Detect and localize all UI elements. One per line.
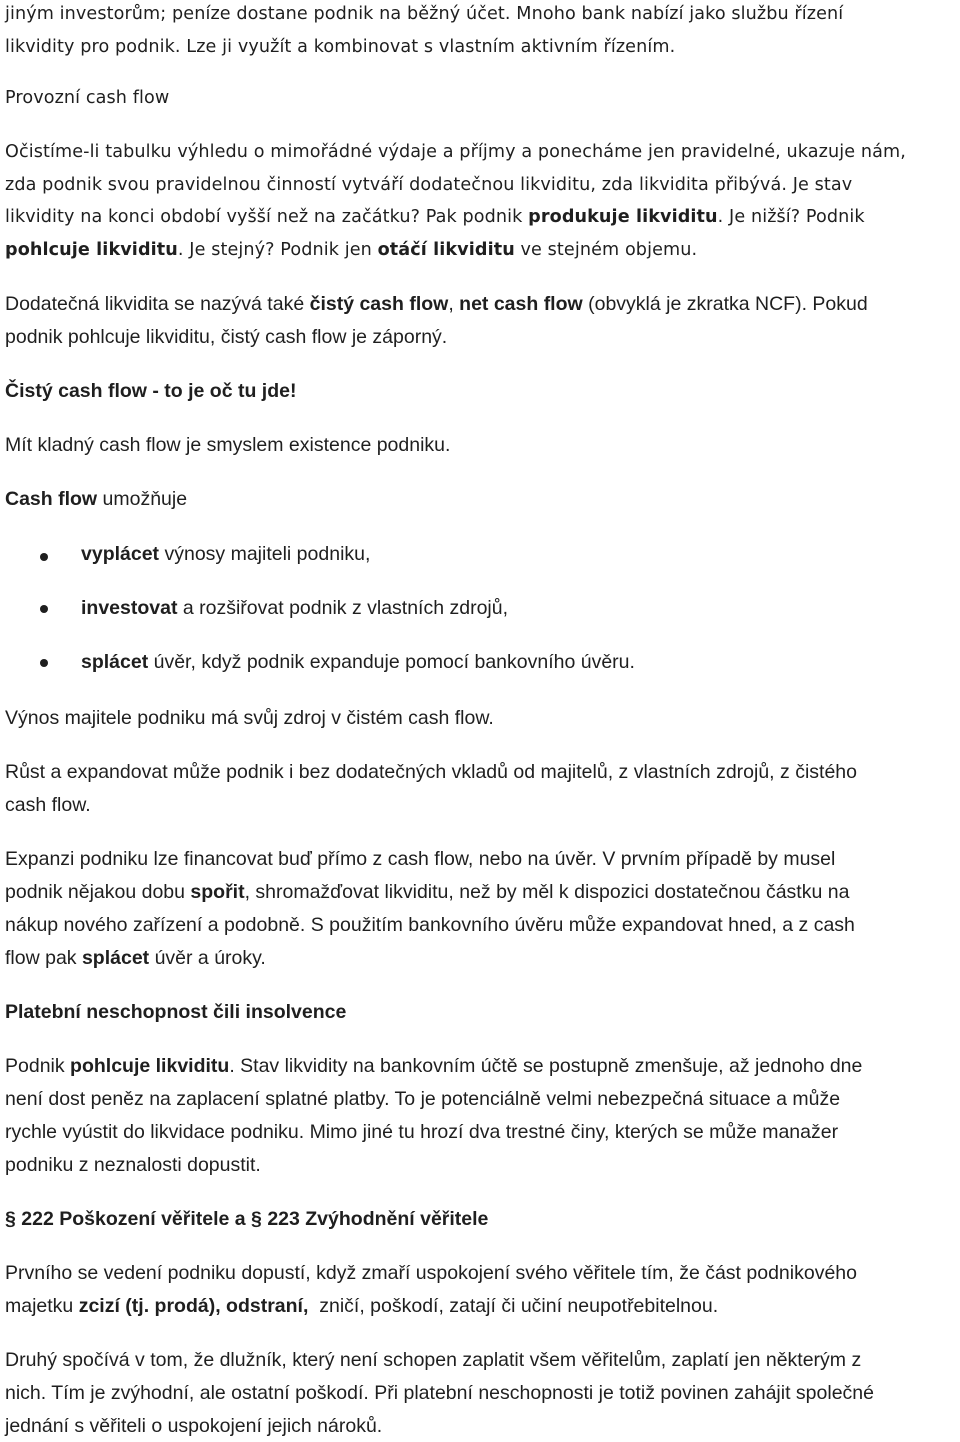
ncf-line-1: Dodatečná likvidita se nazývá také čistý cash flow, net cash flow (obvyklá je zkratka NCF). Pokud [5, 293, 868, 315]
provozni-line-3: likvidity na konci období vyšší než na začátku? Pak podnik produkuje likviditu. Je nižší? Podnik [5, 207, 865, 227]
provozni-line-2: zda podnik svou pravidelnou činností vytváří dodatečnou likviditu, zda likvidita přibývá. Je stav [5, 175, 853, 195]
paragrafy-heading: § 222 Poškození věřitele a § 223 Zvýhodnění věřitele [5, 1208, 489, 1230]
bullet-dot-3 [40, 659, 48, 667]
expanze-line-1: Expanzi podniku lze financovat buď přímo z cash flow, nebo na úvěr. V prvním případě by musel [5, 848, 836, 870]
bullet-item-2: investovat a rozšiřovat podnik z vlastních zdrojů, [81, 597, 509, 619]
intro-line-1: jiným investorům; peníze dostane podnik na běžný účet. Mnoho bank nabízí jako službu řízení [5, 4, 844, 24]
prvni-line-2: majetku zcizí (tj. prodá), odstraní, zničí, poškodí, zatají či učiní neupotřebitelnou. [5, 1295, 719, 1317]
insolvence-line-3: rychle vyústit do likvidace podniku. Mimo jiné tu hrozí dva trestné činy, kterých se může manažer [5, 1121, 839, 1143]
insolvence-heading: Platební neschopnost čili insolvence [5, 1001, 347, 1023]
bullet-dot-2 [40, 605, 48, 613]
provozni-line-4: pohlcuje likviditu. Je stejný? Podnik jen otáčí likviditu ve stejném objemu. [5, 240, 698, 260]
intro-line-2: likvidity pro podnik. Lze ji využít a kombinovat s vlastním aktivním řízením. [5, 37, 676, 57]
umoznuje-line: Cash flow umožňuje [5, 488, 188, 510]
bullet-dot-1 [40, 553, 48, 561]
bullet-item-1: vyplácet výnosy majiteli podniku, [81, 543, 371, 565]
smysl-line: Mít kladný cash flow je smyslem existence podniku. [5, 434, 451, 456]
bullet-item-3: splácet úvěr, když podnik expanduje pomocí bankovního úvěru. [81, 651, 635, 673]
druhy-line-2: nich. Tím je zvýhodní, ale ostatní poškodí. Při platební neschopnosti je totiž povinen zahájit společné [5, 1382, 874, 1404]
expanze-line-4: flow pak splácet úvěr a úroky. [5, 947, 266, 969]
rust-line-1: Růst a expandovat může podnik i bez dodatečných vkladů od majitelů, z vlastních zdrojů, z čistého [5, 761, 857, 783]
vynos-line: Výnos majitele podniku má svůj zdroj v čistém cash flow. [5, 707, 494, 729]
expanze-line-3: nákup nového zařízení a podobně. S použitím bankovního úvěru může expandovat hned, a z cash [5, 914, 855, 936]
ncf-line-2: podnik pohlcuje likviditu, čistý cash flow je záporný. [5, 326, 448, 348]
insolvence-line-1: Podnik pohlcuje likviditu. Stav likvidity na bankovním účtě se postupně zmenšuje, až jednoho dne [5, 1055, 863, 1077]
provozni-heading: Provozní cash flow [5, 88, 170, 108]
expanze-line-2: podnik nějakou dobu spořit, shromažďovat likviditu, než by měl k dispozici dostatečnou částku na [5, 881, 850, 903]
prvni-line-1: Prvního se vedení podniku dopustí, když zmaří uspokojení svého věřitele tím, že část podnikového [5, 1262, 857, 1284]
druhy-line-1: Druhý spočívá v tom, že dlužník, který není schopen zaplatit všem věřitelům, zaplatí jen některým z [5, 1349, 862, 1371]
cisty-heading: Čistý cash flow - to je oč tu jde! [5, 380, 297, 402]
druhy-line-3: jednání s věřiteli o uspokojení jejich nároků. [5, 1415, 383, 1437]
insolvence-line-4: podniku z neznalosti dopustit. [5, 1154, 261, 1176]
insolvence-line-2: není dost peněz na zaplacení splatné platby. To je potenciálně velmi nebezpečná situace a může [5, 1088, 841, 1110]
rust-line-2: cash flow. [5, 794, 91, 816]
provozni-line-1: Očistíme-li tabulku výhledu o mimořádné výdaje a příjmy a ponecháme jen pravidelné, ukazuje nám, [5, 142, 906, 162]
